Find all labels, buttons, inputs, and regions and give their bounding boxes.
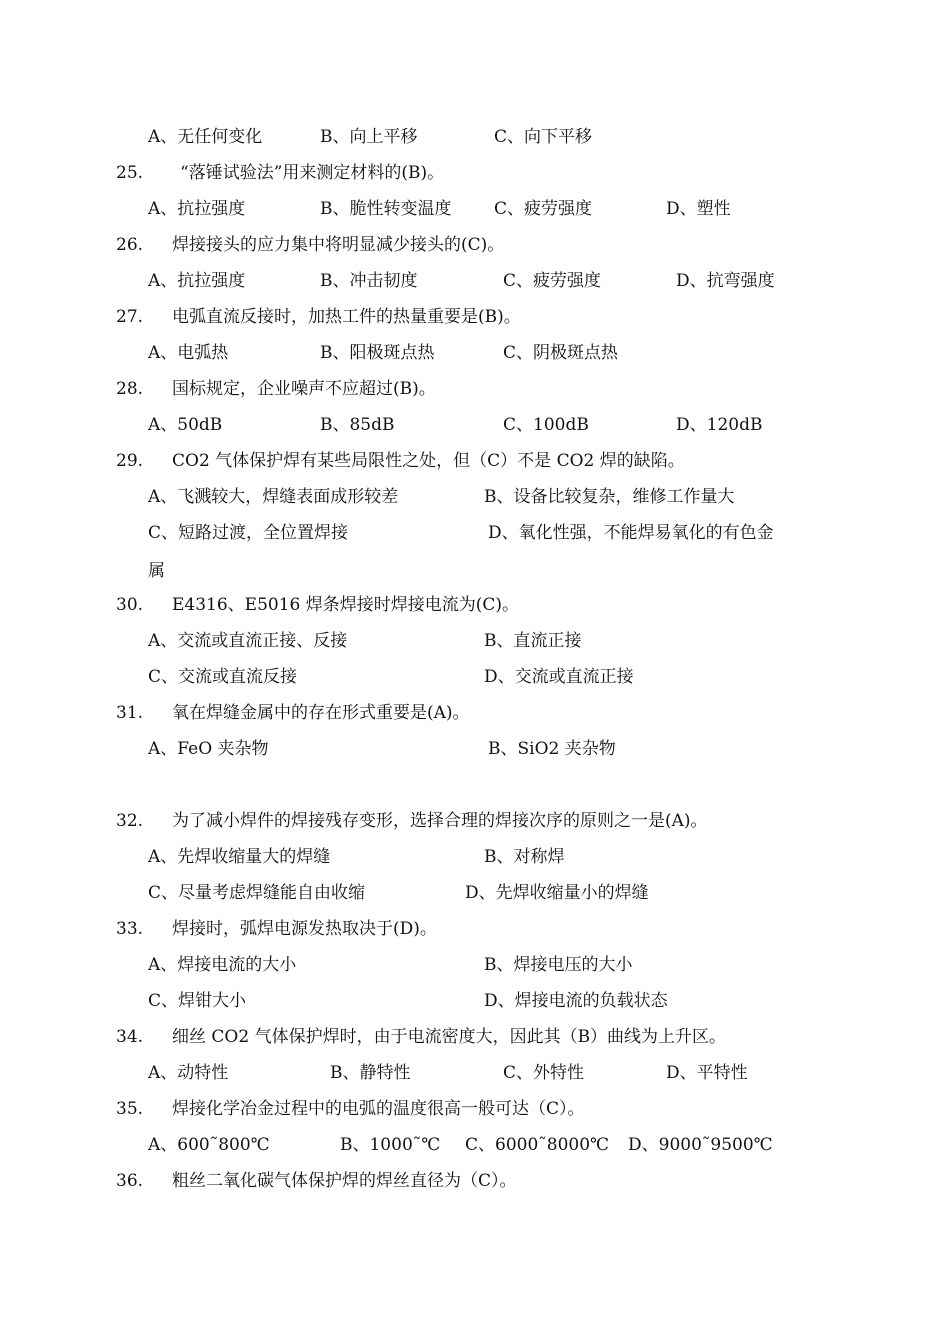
option-row — [0, 844, 950, 870]
question-number: 36. — [116, 1171, 144, 1191]
option: C、6000˜8000℃ — [465, 1135, 610, 1155]
question-text: 细丝 CO2 气体保护焊时，由于电流密度大，因此其（B）曲线为上升区。 — [172, 1027, 727, 1047]
question-line — [0, 1096, 950, 1122]
question-number: 31. — [116, 703, 144, 723]
option: B、阳极斑点热 — [320, 343, 435, 363]
question-line — [0, 304, 950, 330]
option-row — [0, 1132, 950, 1158]
option: D、9000˜9500℃ — [628, 1135, 773, 1155]
option: A、焊接电流的大小 — [148, 955, 297, 975]
option-row — [0, 1060, 950, 1086]
option-row — [0, 988, 950, 1014]
question-number: 32. — [116, 811, 144, 831]
question-number: 25. — [116, 163, 144, 183]
option: D、焊接电流的负载状态 — [484, 991, 668, 1011]
option: B、1000˜℃ — [340, 1135, 441, 1155]
option: B、直流正接 — [484, 631, 582, 651]
option: A、抗拉强度 — [148, 271, 246, 291]
question-number: 35. — [116, 1099, 144, 1119]
option: D、先焊收缩量小的焊缝 — [465, 883, 649, 903]
option: C、100dB — [503, 415, 589, 435]
option-row — [0, 664, 950, 690]
question-text: 焊接时，弧焊电源发热取决于(D)。 — [172, 919, 437, 939]
question-line — [0, 232, 950, 258]
question-text: E4316、E5016 焊条焊接时焊接电流为(C)。 — [172, 595, 520, 615]
question-text: “落锤试验法”用来测定材料的(B)。 — [180, 163, 445, 183]
option: A、交流或直流正接、反接 — [148, 631, 348, 651]
option: B、向上平移 — [320, 127, 418, 147]
question-text: 氧在焊缝金属中的存在形式重要是(A)。 — [172, 703, 470, 723]
question-line — [0, 916, 950, 942]
option-row — [0, 412, 950, 438]
option-row — [0, 340, 950, 366]
option: C、疲劳强度 — [503, 271, 602, 291]
question-text: 国标规定，企业噪声不应超过(B)。 — [172, 379, 436, 399]
question-text: 电弧直流反接时，加热工件的热量重要是(B)。 — [172, 307, 521, 327]
option: D、抗弯强度 — [676, 271, 775, 291]
option: C、疲劳强度 — [494, 199, 593, 219]
option-row — [0, 124, 950, 150]
option: A、无任何变化 — [148, 127, 263, 147]
question-line — [0, 448, 950, 474]
option: D、塑性 — [666, 199, 731, 219]
question-text: 焊接化学冶金过程中的电弧的温度很高一般可达（C）。 — [172, 1099, 585, 1119]
question-number: 29. — [116, 451, 144, 471]
option: A、电弧热 — [148, 343, 229, 363]
option: C、焊钳大小 — [148, 991, 247, 1011]
question-number: 34. — [116, 1027, 144, 1047]
question-line — [0, 376, 950, 402]
option: D、120dB — [676, 415, 763, 435]
option: B、冲击韧度 — [320, 271, 418, 291]
option: B、静特性 — [330, 1063, 411, 1083]
option-continuation: 属 — [148, 561, 165, 581]
option-row — [0, 268, 950, 294]
option-row — [0, 880, 950, 906]
option: C、外特性 — [503, 1063, 585, 1083]
option-row — [0, 628, 950, 654]
option: C、短路过渡，全位置焊接 — [148, 523, 349, 543]
option: B、85dB — [320, 415, 395, 435]
question-text: 焊接接头的应力集中将明显减少接头的(C)。 — [172, 235, 505, 255]
question-number: 26. — [116, 235, 144, 255]
question-number: 28. — [116, 379, 144, 399]
option: A、动特性 — [148, 1063, 229, 1083]
question-line — [0, 808, 950, 834]
option: A、抗拉强度 — [148, 199, 246, 219]
question-text: 为了减小焊件的焊接残存变形，选择合理的焊接次序的原则之一是(A)。 — [172, 811, 708, 831]
question-text: 粗丝二氧化碳气体保护焊的焊丝直径为（C）。 — [172, 1171, 517, 1191]
option: C、交流或直流反接 — [148, 667, 298, 687]
option-row — [0, 520, 950, 546]
option-row — [0, 736, 950, 762]
option: B、脆性转变温度 — [320, 199, 452, 219]
option: A、先焊收缩量大的焊缝 — [148, 847, 331, 867]
question-line — [0, 1024, 950, 1050]
question-number: 27. — [116, 307, 144, 327]
option: C、阴极斑点热 — [503, 343, 619, 363]
option-continuation-line — [0, 558, 950, 584]
option: D、氧化性强，不能焊易氧化的有色金 — [488, 523, 774, 543]
option: A、飞溅较大，焊缝表面成形较差 — [148, 487, 399, 507]
option-row — [0, 952, 950, 978]
question-line — [0, 1168, 950, 1194]
option: A、600˜800℃ — [148, 1135, 270, 1155]
option: A、FeO 夹杂物 — [148, 739, 269, 759]
question-number: 30. — [116, 595, 144, 615]
question-number: 33. — [116, 919, 144, 939]
option: B、对称焊 — [484, 847, 565, 867]
option: B、焊接电压的大小 — [484, 955, 633, 975]
option: A、50dB — [148, 415, 223, 435]
question-text: CO2 气体保护焊有某些局限性之处，但（C）不是 CO2 焊的缺陷。 — [172, 451, 685, 471]
question-line — [0, 700, 950, 726]
option: B、SiO2 夹杂物 — [488, 739, 616, 759]
option: D、平特性 — [666, 1063, 748, 1083]
option: B、设备比较复杂，维修工作量大 — [484, 487, 735, 507]
option: C、尽量考虑焊缝能自由收缩 — [148, 883, 366, 903]
option-row — [0, 196, 950, 222]
question-line — [0, 592, 950, 618]
option: C、向下平移 — [494, 127, 593, 147]
option-row — [0, 484, 950, 510]
option: D、交流或直流正接 — [484, 667, 634, 687]
question-line — [0, 160, 950, 186]
